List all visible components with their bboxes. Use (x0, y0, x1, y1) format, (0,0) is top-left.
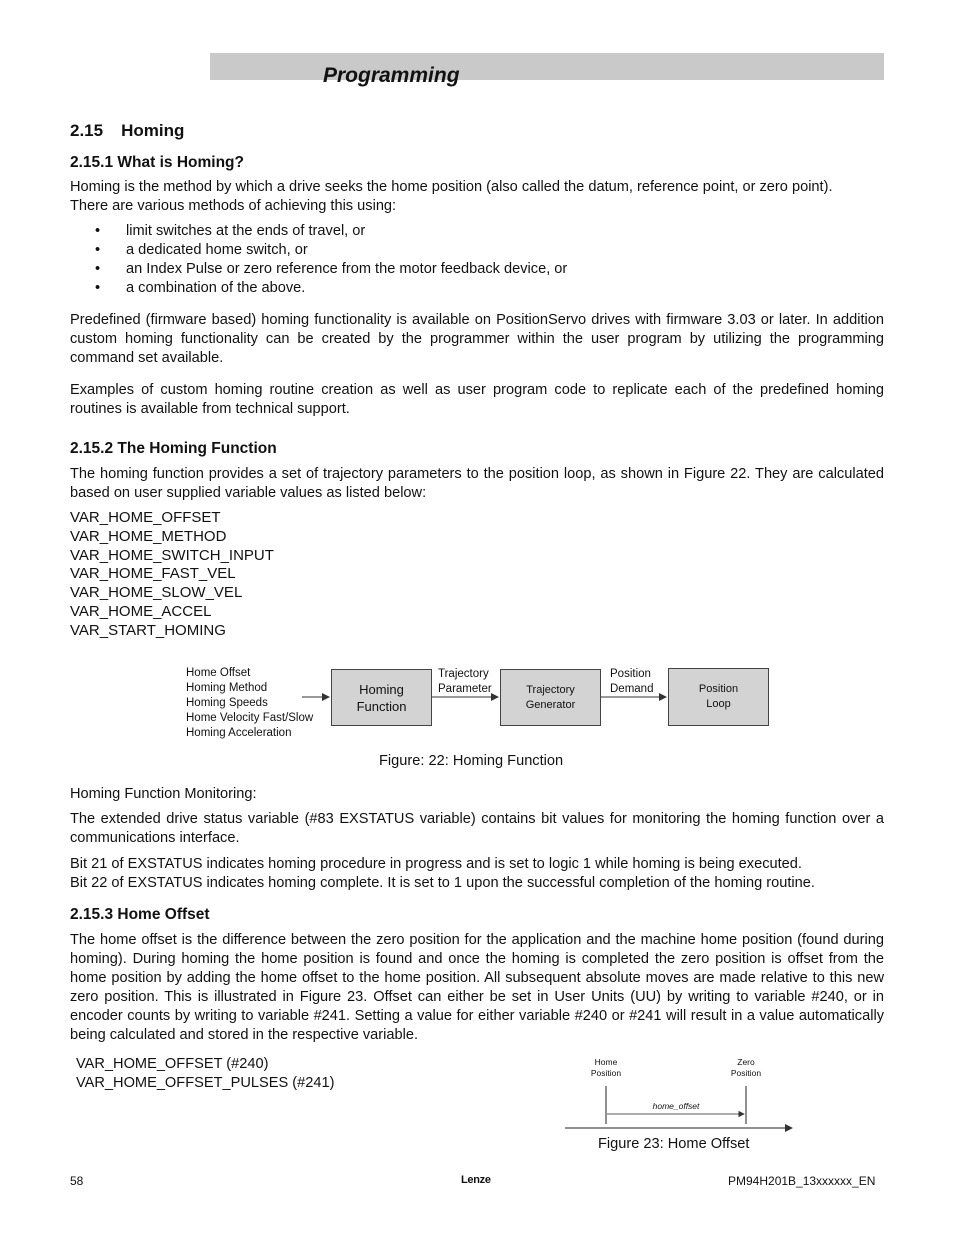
page-number: 58 (70, 1174, 84, 1188)
document-code: PM94H201B_13xxxxxx_EN (728, 1174, 876, 1188)
paragraph-exstatus: The extended drive status variable (#83 EXSTATUS variable) contains bit values for monitoring the homing function over a communications interface. (70, 811, 884, 846)
bullet-item: • a dedicated home switch, or (95, 242, 308, 258)
section-title: Homing (121, 121, 185, 140)
offset-variable-list (76, 1055, 334, 1093)
trajectory-generator-box: Trajectory Generator (500, 669, 601, 726)
page-header-title: Programming (323, 64, 460, 87)
zero-position-label: Zero Position (730, 1057, 762, 1078)
paragraph-home-offset: The home offset is the difference between the zero position for the application and the machine home position (found during homing). During homing the home position is found and once the homing is completed the zero position is offset from the home position by adding the home offset to the home position. All subsequent absolute moves are made relative to this new zero position. This is illustrated in Figure 23. Offset can either be set in User Units (UU) by writing to variable #240, or in encoder counts by writing to variable #241. Setting a value for either variable #240 or #241 will result in a value automatically being calculated and stored in the respective variable. (70, 932, 884, 1043)
bullet-dot-icon: • (95, 280, 101, 296)
variable-name: VAR_HOME_SLOW_VEL (70, 584, 243, 602)
bullet-item: • limit switches at the ends of travel, or (95, 223, 366, 239)
section-number: 2.15 (70, 121, 104, 140)
bullet-item: • a combination of the above. (95, 280, 306, 296)
monitoring-label: Homing Function Monitoring: (70, 786, 257, 802)
variable-name: VAR_HOME_FAST_VEL (70, 565, 236, 583)
bullet-dot-icon: • (95, 242, 101, 258)
subsection-heading-home-offset: 2.15.3 Home Offset (70, 906, 210, 923)
subsection-heading-homing-function: 2.15.2 The Homing Function (70, 440, 277, 457)
bullet-dot-icon: • (95, 223, 101, 239)
position-demand-label: Position Demand (610, 668, 654, 695)
home-offset-label: home_offset (652, 1101, 700, 1111)
paragraph-custom-examples: Examples of custom homing routine creation as well as user program code to replicate each of the predefined homing routines is available from technical support. (70, 382, 884, 417)
variable-name: VAR_START_HOMING (70, 621, 226, 639)
trajectory-parameter-label: Trajectory Parameter (438, 668, 492, 695)
diagram-input-label: Home Velocity Fast/Slow (186, 712, 314, 724)
bullet-dot-icon: • (95, 261, 101, 277)
variable-name: VAR_HOME_SWITCH_INPUT (70, 546, 274, 564)
variable-name: VAR_HOME_METHOD (70, 527, 227, 545)
figure-22-caption: Figure: 22: Homing Function (379, 753, 564, 769)
diagram-input-label: Homing Method (186, 682, 268, 694)
brand-logo: Lenze (461, 1174, 491, 1186)
bit-21-text: Bit 21 of EXSTATUS indicates homing procedure in progress and is set to logic 1 while homing is being executed. (70, 856, 802, 872)
diagram-input-label: Homing Speeds (186, 697, 268, 709)
offset-variable-name: VAR_HOME_OFFSET_PULSES (#241) (76, 1075, 335, 1091)
offset-variable-name: VAR_HOME_OFFSET (#240) (76, 1056, 269, 1072)
variable-name: VAR_HOME_ACCEL (70, 602, 212, 620)
paragraph-predefined-homing: Predefined (firmware based) homing functionality is available on PositionServo drives with firmware 3.03 or later. In addition custom homing functionality can be created by the programmer within the user program by utilizing the programming command set available. (70, 312, 884, 366)
bullet-item: • an Index Pulse or zero reference from the motor feedback device, or (95, 261, 568, 277)
figure-23-caption: Figure 23: Home Offset (598, 1136, 750, 1152)
position-loop-box: Position Loop (668, 668, 769, 726)
variable-name: VAR_HOME_OFFSET (70, 509, 221, 526)
homing-function-box: Homing Function (331, 669, 432, 726)
bit-22-text: Bit 22 of EXSTATUS indicates homing complete. It is set to 1 upon the successful completion of the homing routine. (70, 875, 815, 891)
paragraph-bits (70, 855, 900, 893)
intro-line-2: There are various methods of achieving this using: (70, 198, 397, 214)
diagram-input-label: Homing Acceleration (186, 727, 292, 739)
paragraph-homing-function: The homing function provides a set of trajectory parameters to the position loop, as shown in Figure 22. They are calculated based on user supplied variable values as listed below: (70, 466, 884, 501)
subsection-heading-what-is-homing: 2.15.1 What is Homing? (70, 154, 244, 171)
home-position-label: Home Position (590, 1057, 622, 1078)
intro-line-1: Homing is the method by which a drive seeks the home position (also called the datum, reference point, or zero point). (70, 179, 833, 195)
diagram-input-label: Home Offset (186, 667, 251, 679)
